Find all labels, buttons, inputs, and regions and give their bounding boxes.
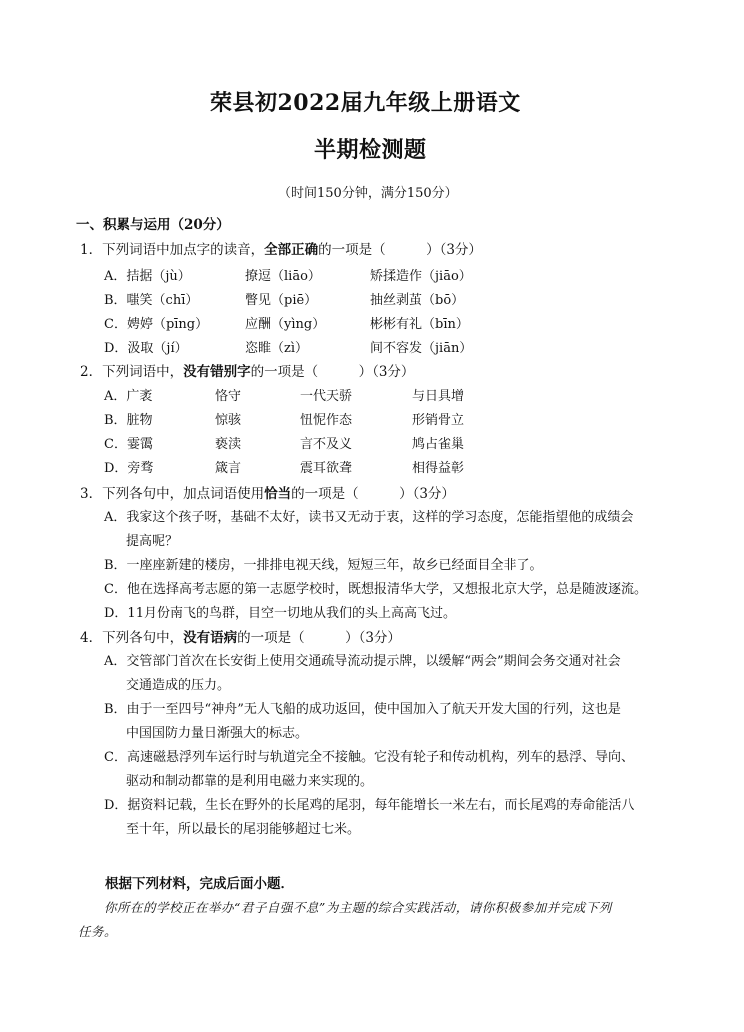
material-text-line2: 任务。 [78,924,118,939]
q2-text-pre: 2．下列词语中， [80,364,184,380]
option-cell: A．拮据（jù） [104,269,191,284]
option-cell: A．广袤 [104,389,153,404]
option-cell: C．霎霭 [104,437,153,452]
option-cell: 恪守 [215,389,242,404]
material-text-line1: 你所在的学校正在举办“君子自强不息”为主题的综合实践活动，请你积极参加并完成下列 [104,900,612,915]
option-cell: 相得益彰 [412,461,465,476]
question-4 [80,626,401,646]
option-cell: D．旁骛 [104,461,154,476]
option-continuation: 交通造成的压力。 [126,678,231,693]
q2-text-bold: 没有错别字 [183,364,251,380]
option-line: D．11月份南飞的鸟群，目空一切地从我们的头上高高飞过。 [104,606,456,621]
q1-text-post: 的一项是（ ）（3分） [318,242,482,258]
option-cell: 亵渎 [215,437,242,452]
option-continuation: 驱动和制动都靠的是利用电磁力来实现的。 [126,774,374,789]
option-cell: 抽丝剥茧（bō） [370,293,465,308]
option-cell: 撩逗（liāo） [245,269,321,284]
option-line: B．一座座新建的楼房，一排排电视天线，短短三年，故乡已经面目全非了。 [104,558,543,573]
option-cell: 瞥见（piē） [245,293,318,308]
exam-info: （时间150分钟，满分150分） [278,186,458,201]
material-heading: 根据下列材料，完成后面小题． [105,876,294,892]
q4-text-post: 的一项是（ ）（3分） [237,630,401,646]
option-cell: 鸠占雀巢 [412,437,465,452]
question-1 [80,238,482,258]
q4-text-bold: 没有语病 [183,630,238,646]
option-line: C．他在选择高考志愿的第一志愿学校时，既想报清华大学，又想报北京大学，总是随波逐流。 [104,582,647,597]
q3-text-pre: 3．下列各句中，加点词语使用 [80,486,265,502]
option-line: A．交管部门首次在长安街上使用交通疏导流动提示牌，以缓解“两会”期间会务交通对社会 [104,654,621,669]
option-continuation: 中国国防力量日渐强大的标志。 [126,726,309,741]
option-continuation: 提高呢？ [126,534,179,549]
option-cell: C．娉婷（pīng） [104,317,209,332]
option-line: A．我家这个孩子呀，基础不太好，读书又无动于衷，这样的学习态度，怎能指望他的成绩会 [104,510,634,525]
option-cell: 惊骇 [215,413,242,428]
q2-text-post: 的一项是（ ）（3分） [250,364,415,380]
option-line: C．高速磁悬浮列车运行时与轨道完全不接触。它没有轮子和传动机构，列车的悬浮、导向、 [104,750,634,765]
page-subtitle: 半期检测题 [314,137,427,163]
option-cell: D．汲取（jí） [104,341,188,356]
q1-text-pre: 1．下列词语中加点字的读音， [80,242,265,258]
option-cell: 一代天骄 [300,389,353,404]
option-cell: 忸怩作态 [300,413,353,428]
option-cell: 言不及义 [300,437,353,452]
q1-text-bold: 全部正确 [264,242,319,258]
section-heading: 一、积累与运用（20分） [76,217,230,233]
option-cell: 形销骨立 [412,413,465,428]
option-line: D．据资料记载，生长在野外的长尾鸡的尾羽，每年能增长一米左右，而长尾鸡的寿命能活八 [104,798,635,813]
q3-text-post: 的一项是（ ）（3分） [291,486,455,502]
q4-text-pre: 4．下列各句中， [80,630,184,646]
option-cell: 与日具增 [412,389,465,404]
page-title: 荣县初2022届九年级上册语文 [210,90,521,116]
option-cell: 恣睢（zì） [245,341,309,356]
option-continuation: 至十年，所以最长的尾羽能够超过七米。 [126,822,361,837]
option-cell: B．脏物 [104,413,153,428]
option-cell: 矫揉造作（jiāo） [370,269,472,284]
option-cell: B．嗤笑（chī） [104,293,199,308]
option-cell: 彬彬有礼（bīn） [370,317,469,332]
option-cell: 震耳欲聋 [300,461,353,476]
question-2 [80,360,414,380]
option-cell: 间不容发（jiān） [370,341,473,356]
option-line: B．由于一至四号“神舟”无人飞船的成功返回，使中国加入了航天开发大国的行列，这也是 [104,702,621,717]
q3-text-bold: 恰当 [264,486,292,502]
option-cell: 应酬（yìng） [245,317,326,332]
option-cell: 箴言 [215,461,242,476]
question-3 [80,482,455,502]
